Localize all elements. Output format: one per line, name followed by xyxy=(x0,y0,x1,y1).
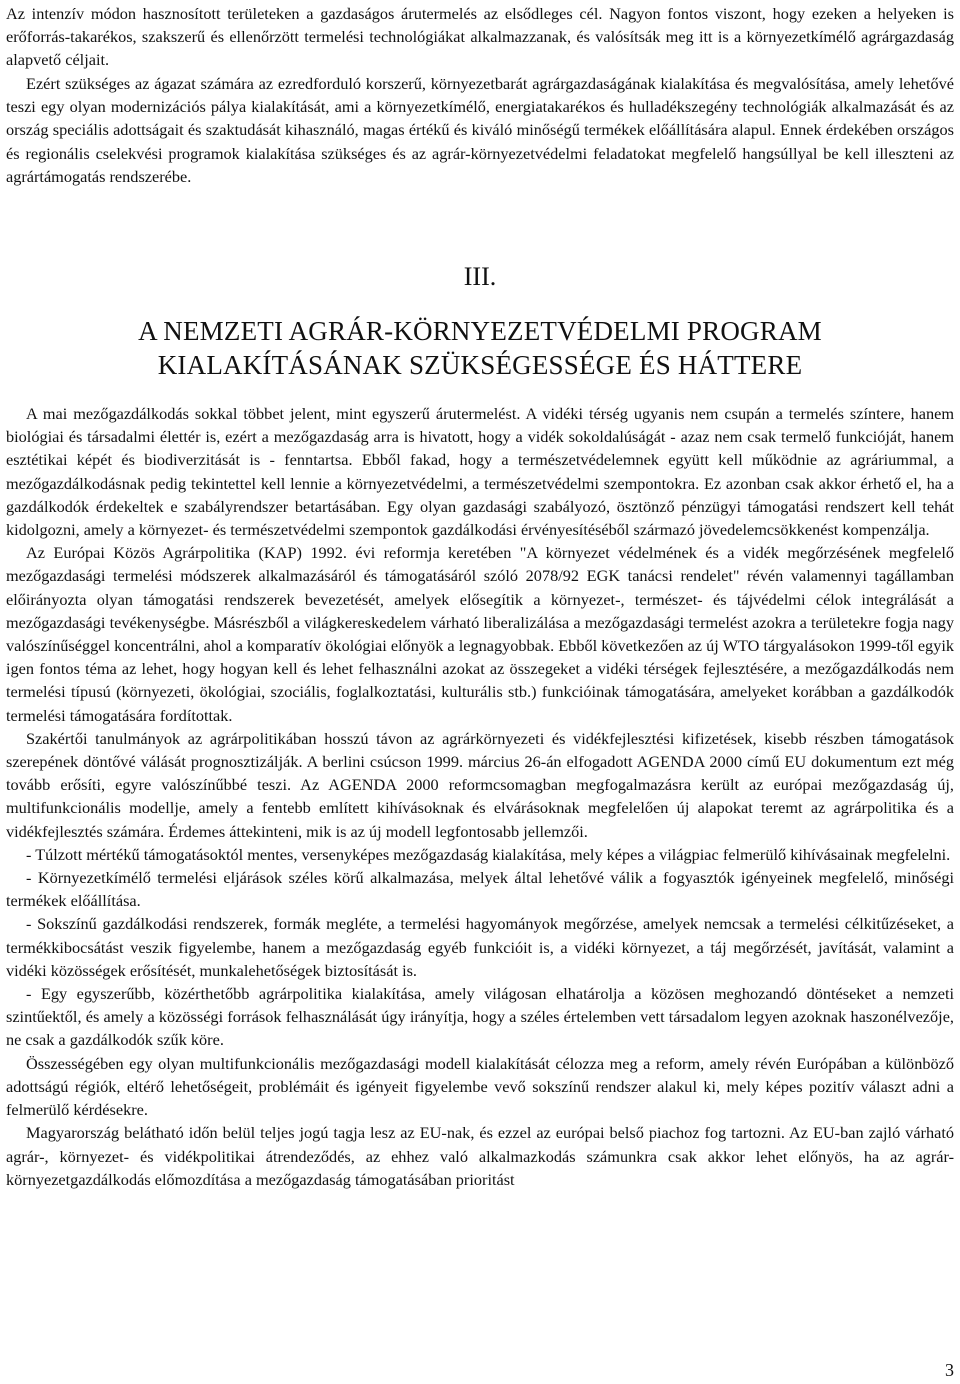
bullet-paragraph: - Túlzott mértékű támogatásoktól mentes, versenyképes mezőgazdaság kialakítása, mely képes a világpiac felmerülő kihívásainak megfelelni. xyxy=(26,844,951,864)
body-paragraph: Szakértői tanulmányok az agrárpolitikában hosszú távon az agrárkörnyezeti és vidékfejlesztési kifizetések, kisebb részben támogatások szerepének döntővé válását prognosztizálják. A berlini csúcson 1999. március 26-án elfogadott AGENDA 2000 című EU dokumentum ezt még tovább erősíti, egyre valószínűbbé teszi. Az AGENDA 2000 reformcsomagban megfogalmazásra került az európai mezőgazdaság új, multifunkcionális modellje, amely a fentebb említett kihívásoknak és elvárásoknak megfelelően új alapokat teremt az agrárpolitika és a vidékfejlesztés számára. Érdemes áttekinteni, mik is az új modell legfontosabb jellemzői. xyxy=(6,728,954,841)
body-paragraph: Az Európai Közös Agrárpolitika (KAP) 1992. évi reformja keretében "A környezet védelmének és a vidék megőrzésének megfelelő mezőgazdasági termelési módszerek alkalmazásáról és támogatásáról szóló 2078/92 EGK tanácsi rendelet" révén valamennyi tagállamban előirányozta olyan támogatási rendszerek bevezetését, amelyek elősegítik a környezet-, természet- és tájvédelmi célok integrálását a mezőgazdasági tevékenységbe. Másrészből a világkereskedelem várható liberalizálása a mezőgazdasági termelést azokra a területekre fogja nagy valószínűséggel koncentrálni, ahol a komparatív ökológiai előnyök a legnagyobbak. Ebből következően az új WTO tárgyalásokon 1999-től egyik igen fontos téma az lehet, hogy hogyan kell és lehet felhasználni azokat az összegeket a vidéki térségek fejlesztésére, a mezőgazdálkodás nem termelési típusú (környezeti, ökológiai, szociális, foglalkoztatási, kulturális stb.) funkcióinak támogatására, amelyeket korábban a gazdálkodók termelési támogatására fordítottak. xyxy=(6,543,954,725)
body-paragraph: Magyarország belátható időn belül teljes jogú tagja lesz az EU-nak, és ezzel az európai belső piachoz fog tartozni. Az EU-ban zajló várható agrár-, környezet- és vidékpolitikai átrendeződés, az ehhez való alkalmazkodás számunkra csak akkor lehet előnyös, ha az agrár-környezetgazdálkodás előmozdítása a mezőgazdaság támogatásában prioritást xyxy=(6,1123,954,1189)
section-title xyxy=(6,314,954,382)
ezert-paragraph: Ezért szükséges az ágazat számára az ezredforduló korszerű, környezetbarát agrárgazdaságának kialakítása és megvalósítása, amely lehetővé teszi egy olyan modernizációs pálya kialakítását, ami a környezetkímélő, energiatakarékos és hulladékszegény technológiák alkalmazását és az ország speciális adottságait és szaktudását kihasználó, magas értékű és kiváló minőségű termékek előállítására alapul. Ennek érdekében országos és regionális cselekvési programok kialakítása szükséges és az agrár-környezetvédelmi feladatokat megfelelő hangsúllyal be kell illeszteni az agrártámogatás rendszerébe. xyxy=(6,74,954,186)
body-paragraph: A mai mezőgazdálkodás sokkal többet jelent, mint egyszerű árutermelést. A vidéki térség ugyanis nem csupán a termelés színtere, hanem biológiai és társadalmi élettér is, ezért a mezőgazdaság arra is hivatott, hogy a vidék sokoldalúságát - azaz nem csak termelő funkcióját, hanem esztétikai képét és biodiverzitását is - fenntartsa. Ebből fakad, hogy a természetvédelemnek együtt kell működnie az agráriummal, a mezőgazdálkodásnak pedig tekintettel kell lennie a környezetvédelmi, a természetvédelmi szempontokra. Ez azonban csak akkor érhető el, ha a gazdálkodók érdekeltek e szabályrendszer betartásában. Egy olyan gazdasági szabályozó, ösztönző pénzügyi támogatási rendszert kell tehát kidolgozni, amely a környezet- és természetvédelmi szempontok gazdálkodási érvényesítéséből származó jövedelemcsökkenést kompenzálja. xyxy=(6,404,954,540)
bullet-paragraph: - Környezetkímélő termelési eljárások széles körű alkalmazása, melyek által lehetővé válik a fogyasztók igényeinek megfelelő, minőségi termékek előállítása. xyxy=(6,868,954,911)
section-number: III. xyxy=(463,262,497,291)
section-title-line-2: KIALAKÍTÁSÁNAK SZÜKSÉGESSÉGE ÉS HÁTTERE xyxy=(157,350,803,380)
section-title-line-1: A NEMZETI AGRÁR-KÖRNYEZETVÉDELMI PROGRAM xyxy=(138,316,822,346)
page-number: 3 xyxy=(945,1360,954,1380)
body-paragraph: Összességében egy olyan multifunkcionális mezőgazdasági modell kialakítását célozza meg a reform, amely révén Európában a különböző adottságú régiók, eltérő lehetőségeit, problémáit és igényeit figyelembe vevő sokszínű rendszer alakul ki, mely képes pozitív választ adni a felmerülő kérdésekre. xyxy=(6,1053,954,1120)
bullet-paragraph: - Sokszínű gazdálkodási rendszerek, formák megléte, a termelési hagyományok megőrzése, amelyek nemcsak a termelési célkitűzéseket, a termékkibocsátást veszik figyelembe, hanem a mezőgazdaság egyéb funkcióit is, a vidéki környezet, a táj megőrzését, javítását, valamint a vidéki közösségek erősítését, munkalehetőségek biztosítását is. xyxy=(6,914,954,980)
intro-paragraph: Az intenzív módon hasznosított területeken a gazdaságos árutermelés az elsődleges cél. Nagyon fontos viszont, hogy ezeken a helyeken is erőforrás-takarékos, szakszerű és ellenőrzött termelési technológiákat alkalmazzanak, és valósítsák meg itt is a környezetkímélő agrárgazdaság alapvető céljait. xyxy=(6,4,954,70)
section-body xyxy=(6,402,954,1191)
bullet-paragraph: - Egy egyszerűbb, közérthetőbb agrárpolitika kialakítása, amely világosan elhatárolja a közösen meghozandó döntéseket a nemzeti szintűektől, és amely a közösségi források felhasználását úgy irányítja, hogy a széles értelemben vett társadalom legyen azoknak haszonélvezője, ne csak a gazdálkodók szűk köre. xyxy=(6,984,954,1050)
